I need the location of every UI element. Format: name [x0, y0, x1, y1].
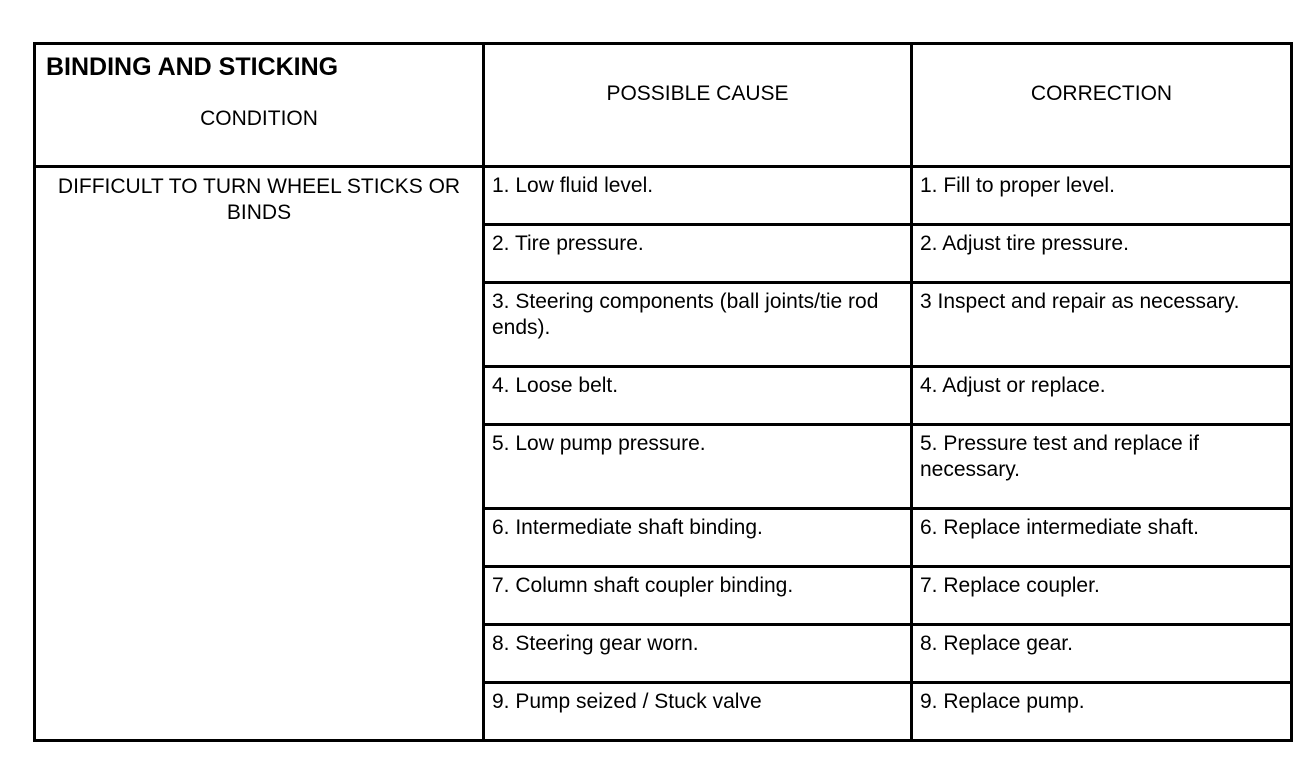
- correction-cell: 3 Inspect and repair as necessary.: [912, 283, 1292, 367]
- correction-cell: 1. Fill to proper level.: [912, 167, 1292, 225]
- correction-cell: 9. Replace pump.: [912, 683, 1292, 741]
- correction-cell: 6. Replace intermediate shaft.: [912, 509, 1292, 567]
- cause-cell: 8. Steering gear worn.: [484, 625, 912, 683]
- correction-cell: 2. Adjust tire pressure.: [912, 225, 1292, 283]
- cause-cell: 3. Steering components (ball joints/tie rod ends).: [484, 283, 912, 367]
- condition-header-cell: [35, 44, 484, 167]
- diagnosis-table: [33, 42, 1293, 742]
- possible-cause-header: POSSIBLE CAUSE: [484, 44, 912, 167]
- correction-cell: 7. Replace coupler.: [912, 567, 1292, 625]
- condition-cell: DIFFICULT TO TURN WHEEL STICKS OR BINDS: [35, 167, 484, 741]
- correction-cell: 4. Adjust or replace.: [912, 367, 1292, 425]
- cause-cell: 1. Low fluid level.: [484, 167, 912, 225]
- correction-cell: 5. Pressure test and replace if necessary.: [912, 425, 1292, 509]
- cause-cell: 2. Tire pressure.: [484, 225, 912, 283]
- correction-header: CORRECTION: [912, 44, 1292, 167]
- condition-header: CONDITION: [200, 107, 318, 130]
- cause-cell: 6. Intermediate shaft binding.: [484, 509, 912, 567]
- table-row: [35, 167, 1292, 225]
- cause-cell: 7. Column shaft coupler binding.: [484, 567, 912, 625]
- correction-cell: 8. Replace gear.: [912, 625, 1292, 683]
- cause-cell: 5. Low pump pressure.: [484, 425, 912, 509]
- header-row: [35, 44, 1292, 167]
- section-title: BINDING AND STICKING: [46, 53, 339, 81]
- cause-cell: 9. Pump seized / Stuck valve: [484, 683, 912, 741]
- cause-cell: 4. Loose belt.: [484, 367, 912, 425]
